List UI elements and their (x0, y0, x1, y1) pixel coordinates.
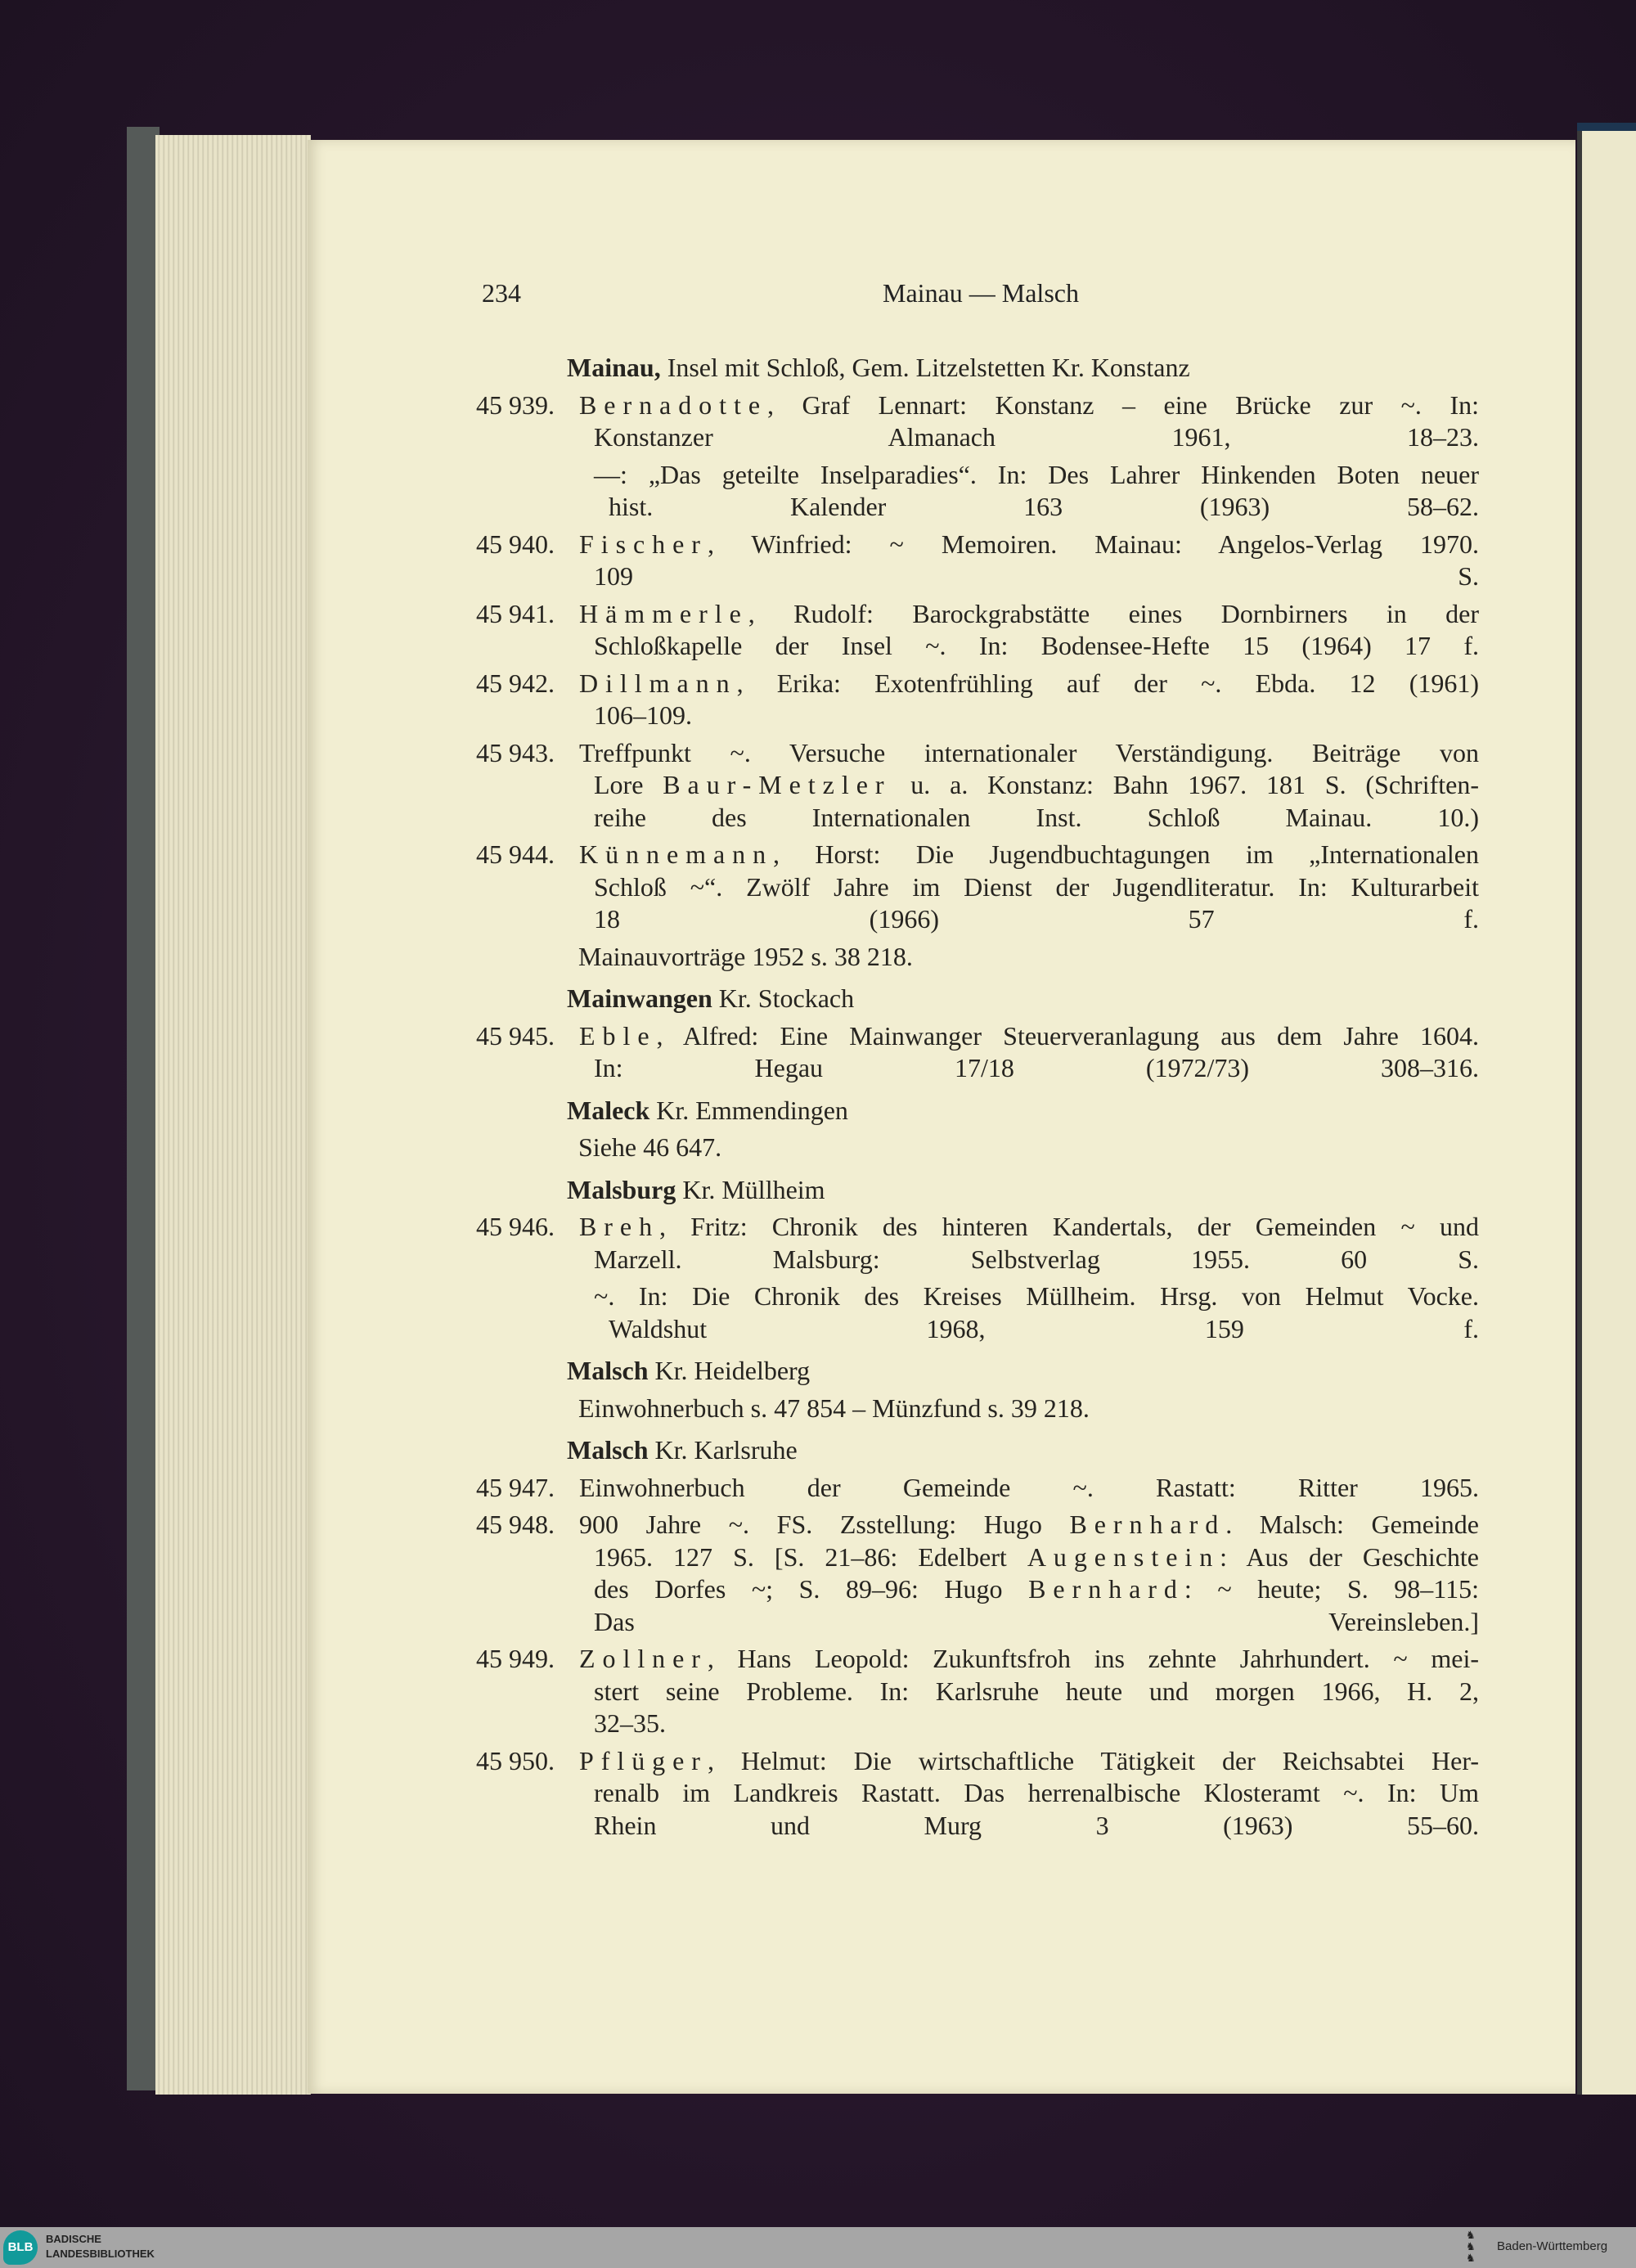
entry-number: 45 947. (476, 1472, 555, 1502)
bibliography-entry (476, 1509, 1479, 1638)
entry-number: 45 946. (476, 1212, 555, 1241)
text-segment: 32–35. (594, 1708, 666, 1738)
place-name: Maleck (567, 1095, 650, 1125)
place-district: Kr. Karlsruhe (648, 1435, 798, 1465)
page-header (482, 278, 1480, 314)
cross-reference-note: Einwohnerbuch s. 47 854 – Münzfund s. 39 218. (578, 1393, 1090, 1423)
place-heading (476, 1174, 1479, 1207)
text-line (594, 1313, 1479, 1346)
text-segment: , Erika: Exotenfrühling auf der ~. Ebda. 12 (1961) (736, 668, 1479, 698)
place-name: Malsburg (567, 1174, 676, 1204)
text-line (579, 802, 1479, 835)
text-line (579, 903, 1479, 936)
facing-page-edge (1577, 131, 1636, 2095)
spaced-author-name: Zollner (579, 1644, 708, 1673)
spaced-author-name: Hämmerle (579, 598, 748, 628)
text-segment: stert seine Probleme. In: Karlsruhe heute und morgen 1966, H. 2, (594, 1676, 1479, 1706)
text-segment: , Fritz: Chronik des hinteren Kandertals, der Gemeinden ~ und (659, 1212, 1479, 1241)
entry-body (579, 1472, 1479, 1505)
text-segment: : ~ heute; S. 98–115: (1184, 1574, 1479, 1604)
text-line (579, 1777, 1479, 1810)
library-name (46, 2232, 155, 2261)
viewer-footer (0, 2227, 1636, 2268)
text-line (579, 737, 1479, 770)
text-segment: , Helmut: Die wirtschaftliche Tätigkeit der Reichsabtei Her- (707, 1745, 1479, 1775)
text-line (594, 1280, 1479, 1313)
text-segment: renalb im Landkreis Rastatt. Das herrenalbische Klosteramt ~. In: Um (594, 1778, 1479, 1807)
spaced-author-name: Augenstein (1027, 1541, 1220, 1572)
entry-number: 45 939. (476, 389, 555, 420)
spaced-author-name: Pflüger (579, 1745, 708, 1775)
text-segment: , Graf Lennart: Konstanz – eine Brücke zur ~. In: (767, 389, 1479, 420)
entry-body (579, 737, 1479, 835)
place-district: Insel mit Schloß, Gem. Litzelstetten Kr. Konstanz (660, 353, 1190, 382)
text-segment: , Alfred: Eine Mainwanger Steuerveranlagung aus dem Jahre 1604. (656, 1020, 1479, 1051)
text-segment: . Malsch: Gemeinde (1225, 1510, 1480, 1539)
bibliography-entry (476, 598, 1479, 663)
text-line (579, 700, 1479, 732)
text-segment: , Rudolf: Barockgrabstätte eines Dornbirners in der (748, 598, 1479, 628)
entry-number: 45 950. (476, 1745, 555, 1775)
entry-sub-reference (579, 459, 1479, 524)
running-title: Mainau — Malsch (883, 278, 1079, 308)
entry-body (579, 598, 1479, 663)
text-line (579, 769, 1479, 802)
entry-number: 45 942. (476, 668, 555, 698)
text-line (579, 389, 1479, 422)
text-segment: 900 Jahre ~. FS. Zsstellung: Hugo (579, 1510, 1070, 1539)
bibliography-entry (476, 1472, 1479, 1505)
spaced-author-name: Breh (579, 1212, 660, 1241)
text-segment: , Hans Leopold: Zukunftsfroh ins zehnte Jahrhundert. ~ mei- (707, 1644, 1479, 1673)
text-line (579, 1211, 1479, 1244)
text-segment: hist. Kalender 163 (1963) 58–62. (609, 492, 1479, 521)
place-district: Kr. Müllheim (676, 1174, 825, 1204)
text-line (579, 1541, 1479, 1574)
bibliography-content (476, 342, 1479, 1847)
place-heading (476, 1434, 1479, 1467)
place-heading (476, 1355, 1479, 1388)
entry-body (579, 1020, 1479, 1085)
entry-body (579, 529, 1479, 593)
text-segment: : Aus der Geschichte (1220, 1541, 1480, 1572)
spaced-author-name: Eble (579, 1020, 657, 1051)
text-segment: reihe des Internationalen Inst. Schloß Mainau. 10.) (594, 802, 1479, 832)
page-number: 234 (482, 278, 521, 308)
text-line (594, 459, 1479, 492)
spaced-author-name: Bernadotte (579, 389, 767, 420)
text-line (579, 1020, 1479, 1053)
bibliography-entry (476, 839, 1479, 936)
text-segment: u. a. Konstanz: Bahn 1967. 181 S. (Schriften- (891, 770, 1480, 799)
text-line (579, 1643, 1479, 1676)
text-segment: Das Vereinsleben.] (594, 1606, 1479, 1636)
text-segment: , Winfried: ~ Memoiren. Mainau: Angelos-Verlag 1970. (707, 529, 1479, 559)
entry-body (579, 668, 1479, 732)
text-line (594, 491, 1479, 524)
text-segment: Einwohnerbuch der Gemeinde ~. Rastatt: Ritter 1965. (579, 1472, 1479, 1502)
state-name[interactable]: Baden-Württemberg (1497, 2239, 1608, 2253)
text-segment: Waldshut 1968, 159 f. (609, 1313, 1479, 1343)
text-segment: 106–109. (594, 700, 692, 730)
text-line (579, 1052, 1479, 1085)
entry-number: 45 944. (476, 839, 555, 869)
library-name-line2: LANDESBIBLIOTHEK (46, 2248, 155, 2260)
place-district: Kr. Heidelberg (648, 1356, 811, 1385)
text-line (579, 1708, 1479, 1740)
place-name: Malsch (567, 1356, 649, 1385)
baden-wuerttemberg-lion-icon: ♞ ♞ ♞ (1466, 2229, 1476, 2264)
spaced-author-name: Dillmann (579, 668, 737, 698)
text-line (579, 421, 1479, 454)
text-segment: des Dorfes ~; S. 89–96: Hugo (594, 1574, 1029, 1604)
library-name-line1: BADISCHE (46, 2233, 101, 2245)
text-line (579, 1509, 1479, 1541)
spaced-author-name: Fischer (579, 529, 708, 559)
text-segment: 1965. 127 S. [S. 21–86: Edelbert (594, 1541, 1027, 1572)
text-line (579, 1244, 1479, 1276)
text-line (579, 1676, 1479, 1708)
entry-body (579, 839, 1479, 936)
place-heading (476, 1095, 1479, 1127)
text-segment: —: „Das geteilte Inselparadies“. In: Des Lahrer Hinkenden Boten neuer (594, 459, 1479, 489)
place-heading (476, 983, 1479, 1015)
entry-body (579, 1643, 1479, 1740)
text-line (579, 1606, 1479, 1639)
entry-number: 45 943. (476, 737, 555, 767)
text-segment: Lore (594, 770, 663, 799)
bibliography-entry (476, 737, 1479, 835)
bibliography-entry (476, 389, 1479, 524)
text-segment: Konstanzer Almanach 1961, 18–23. (594, 422, 1479, 452)
text-line (579, 1745, 1479, 1778)
text-segment: In: Hegau 17/18 (1972/73) 308–316. (594, 1053, 1479, 1082)
bibliography-entry (476, 668, 1479, 732)
text-line (579, 529, 1479, 561)
text-segment: 18 (1966) 57 f. (594, 904, 1479, 934)
entry-body (579, 1211, 1479, 1345)
text-line (579, 668, 1479, 700)
entry-body (579, 1509, 1479, 1638)
entry-number: 45 945. (476, 1020, 555, 1051)
place-heading (476, 352, 1479, 385)
text-segment: , Horst: Die Jugendbuchtagungen im „Internationalen (773, 839, 1479, 869)
text-segment: Schloßkapelle der Insel ~. In: Bodensee-Hefte 15 (1964) 17 f. (594, 631, 1479, 660)
bibliography-entry (476, 1211, 1479, 1345)
bibliography-entry (476, 1745, 1479, 1843)
text-line (579, 1810, 1479, 1843)
text-line (579, 630, 1479, 663)
entry-number: 45 948. (476, 1510, 555, 1539)
text-line (579, 1472, 1479, 1505)
spaced-author-name: Bernhard (1069, 1510, 1226, 1539)
text-line (579, 560, 1479, 593)
cross-reference-note: Mainauvorträge 1952 s. 38 218. (578, 941, 913, 971)
place-name: Mainwangen (567, 983, 712, 1013)
bibliography-entry (476, 529, 1479, 593)
text-segment: 109 S. (594, 561, 1479, 591)
text-segment: Treffpunkt ~. Versuche internationaler Verständigung. Beiträge von (579, 737, 1479, 767)
text-line (579, 871, 1479, 904)
place-name: Malsch (567, 1435, 649, 1465)
entry-number: 45 949. (476, 1644, 555, 1673)
text-segment: ~. In: Die Chronik des Kreises Müllheim. Hrsg. von Helmut Vocke. (594, 1281, 1479, 1311)
entry-body (579, 1745, 1479, 1843)
entry-sub-reference (579, 1280, 1479, 1345)
text-line (579, 839, 1479, 871)
book-cover-edge (127, 127, 160, 2090)
spaced-author-name: Bernhard (1028, 1574, 1184, 1604)
text-segment: Marzell. Malsburg: Selbstverlag 1955. 60 S. (594, 1244, 1479, 1274)
place-district: Kr. Emmendingen (649, 1095, 848, 1125)
text-line (579, 1573, 1479, 1606)
blb-logo[interactable]: BLB (3, 2230, 38, 2265)
spaced-author-name: Künnemann (579, 839, 774, 869)
entry-number: 45 940. (476, 529, 555, 559)
cross-reference-note: Siehe 46 647. (578, 1132, 722, 1162)
bibliography-entry (476, 1643, 1479, 1740)
page-edges (155, 135, 311, 2095)
bibliography-entry (476, 1020, 1479, 1085)
place-name: Mainau, (567, 353, 661, 382)
text-segment: Schloß ~“. Zwölf Jahre im Dienst der Jugendliteratur. In: Kulturarbeit (594, 871, 1479, 902)
entry-body (579, 389, 1479, 524)
place-district: Kr. Stockach (712, 983, 855, 1013)
text-segment: Rhein und Murg 3 (1963) 55–60. (594, 1810, 1479, 1840)
entry-number: 45 941. (476, 598, 555, 628)
spaced-author-name: Baur-Metzler (663, 770, 892, 799)
text-line (579, 598, 1479, 631)
